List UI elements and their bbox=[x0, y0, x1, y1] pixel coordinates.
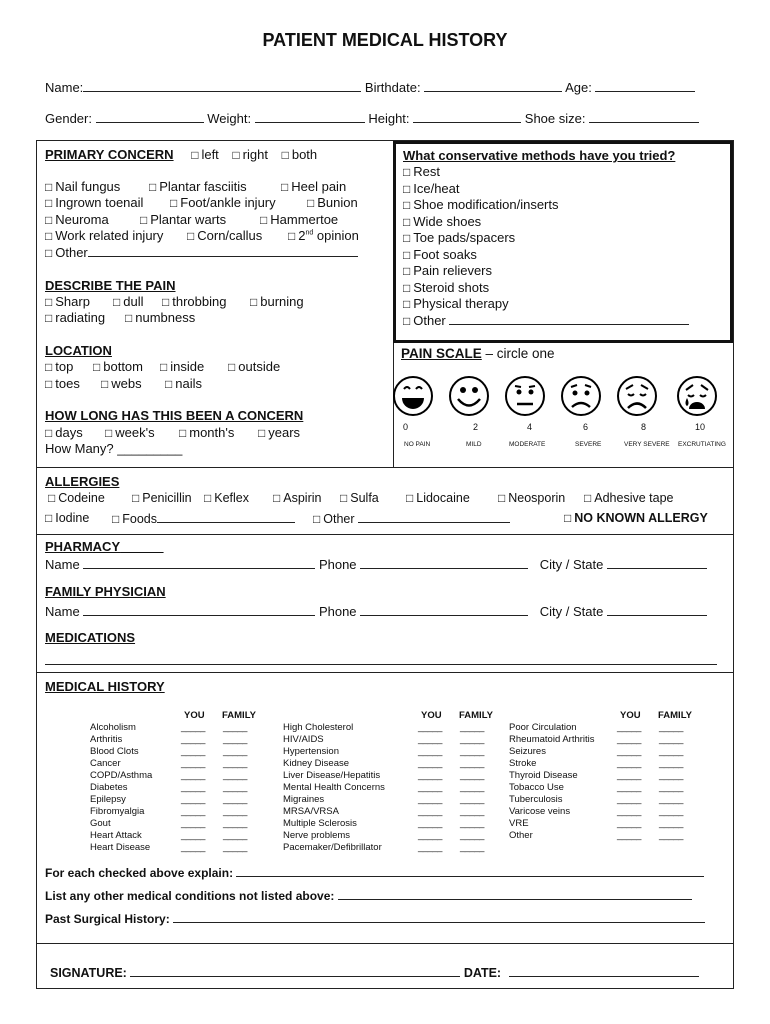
side-right[interactable]: □ right bbox=[232, 147, 268, 162]
physician-phone-label: Phone bbox=[318, 604, 357, 619]
conditions-col-1 bbox=[90, 722, 152, 854]
condition: Liver Disease/Hepatitis bbox=[283, 770, 381, 781]
cb-foot-soaks[interactable]: □ Foot soaks bbox=[403, 247, 689, 264]
weight-label: Weight: bbox=[207, 111, 252, 126]
condition: Heart Disease bbox=[90, 842, 151, 853]
name-label: Name: bbox=[45, 80, 84, 95]
how-long-heading: HOW LONG HAS THIS BEEN A CONCERN bbox=[45, 408, 304, 423]
condition: Gout bbox=[90, 818, 111, 829]
condition: Nerve problems bbox=[283, 830, 351, 841]
cb-throbbing[interactable]: □ throbbing bbox=[162, 294, 226, 309]
cb-penicillin[interactable]: □ Penicillin bbox=[132, 491, 192, 505]
physician-name-label: Name bbox=[45, 604, 80, 619]
cb-nails[interactable]: □ nails bbox=[165, 376, 202, 391]
concern-row-4 bbox=[45, 228, 359, 243]
pain-row-1 bbox=[45, 294, 304, 309]
scale-label-10: EXCRUTIATING bbox=[678, 441, 726, 448]
cb-codeine[interactable]: □ Codeine bbox=[48, 491, 105, 505]
cb-keflex[interactable]: □ Keflex bbox=[204, 491, 249, 505]
describe-pain-heading: DESCRIBE THE PAIN bbox=[45, 278, 176, 293]
scale-num-2: 2 bbox=[473, 422, 479, 432]
cb-iodine[interactable]: □ Iodine bbox=[45, 511, 89, 525]
conditions-col-2 bbox=[283, 722, 385, 854]
pain-scale-labels bbox=[393, 441, 733, 451]
face-severe-icon bbox=[562, 377, 600, 415]
cb-allergy-other[interactable]: □ Other bbox=[313, 511, 510, 526]
location-row-2 bbox=[45, 376, 202, 391]
col3-you-blanks[interactable]: _____ _____ _____ _____ _____ _____ _____ _____ _____ _____ bbox=[617, 722, 641, 841]
physician-heading: FAMILY PHYSICIAN bbox=[45, 584, 166, 599]
condition: Poor Circulation bbox=[509, 722, 577, 733]
methods-heading: What conservative methods have you tried? bbox=[403, 148, 676, 163]
cb-top[interactable]: □ top bbox=[45, 359, 73, 374]
scale-num-10: 10 bbox=[695, 422, 706, 432]
condition: Tobacco Use bbox=[509, 782, 564, 793]
conditions-col-3 bbox=[509, 722, 595, 842]
cb-wide-shoes[interactable]: □ Wide shoes bbox=[403, 214, 689, 231]
cb-foot-ankle-injury[interactable]: □ Foot/ankle injury bbox=[170, 195, 276, 210]
pain-faces[interactable] bbox=[393, 368, 733, 424]
cb-work-related-injury[interactable]: □ Work related injury bbox=[45, 228, 163, 243]
cb-dull[interactable]: □ dull bbox=[113, 294, 144, 309]
pain-scale-title bbox=[401, 346, 555, 361]
pharmacy-row[interactable] bbox=[45, 557, 707, 572]
condition: Mental Health Concerns bbox=[283, 782, 385, 793]
condition: Diabetes bbox=[90, 782, 128, 793]
height-label: Height: bbox=[368, 111, 410, 126]
cb-heel-pain[interactable]: □ Heel pain bbox=[281, 179, 346, 194]
cb-burning[interactable]: □ burning bbox=[250, 294, 304, 309]
surgical-history-field[interactable]: Past Surgical History: bbox=[45, 911, 705, 926]
scale-label-8: VERY SEVERE bbox=[624, 441, 670, 448]
how-long-row bbox=[45, 425, 301, 440]
cb-rest[interactable]: □ Rest bbox=[403, 164, 689, 181]
condition: COPD/Asthma bbox=[90, 770, 153, 781]
location-row-1 bbox=[45, 359, 281, 374]
cb-physical-therapy[interactable]: □ Physical therapy bbox=[403, 296, 689, 313]
signature-input[interactable] bbox=[130, 965, 460, 977]
col3-family-header: FAMILY bbox=[658, 710, 692, 721]
condition: Pacemaker/Defibrillator bbox=[283, 842, 382, 853]
cb-toe-pads[interactable]: □ Toe pads/spacers bbox=[403, 230, 689, 247]
cb-pain-relievers[interactable]: □ Pain relievers bbox=[403, 263, 689, 280]
medical-history-heading: MEDICAL HISTORY bbox=[45, 679, 165, 694]
cb-second-opinion[interactable]: □ 2nd opinion bbox=[288, 228, 359, 243]
condition: MRSA/VRSA bbox=[283, 806, 339, 817]
name-field[interactable] bbox=[45, 80, 695, 95]
scale-num-0: 0 bbox=[403, 422, 409, 432]
cb-bottom[interactable]: □ bottom bbox=[93, 359, 143, 374]
col1-you-header: YOU bbox=[184, 710, 205, 721]
condition: Fibromyalgia bbox=[90, 806, 145, 817]
col2-family-header: FAMILY bbox=[459, 710, 493, 721]
primary-concern-row bbox=[45, 147, 317, 162]
cb-aspirin[interactable]: □ Aspirin bbox=[273, 491, 321, 505]
scale-label-2: MILD bbox=[466, 441, 482, 448]
cb-steroid-shots[interactable]: □ Steroid shots bbox=[403, 280, 689, 297]
condition: Heart Attack bbox=[90, 830, 142, 841]
condition: Alcoholism bbox=[90, 722, 136, 733]
cb-months[interactable]: □ month's bbox=[179, 425, 234, 440]
gender-field[interactable] bbox=[45, 111, 699, 126]
date-input[interactable] bbox=[509, 965, 699, 977]
cb-nail-fungus[interactable]: □ Nail fungus bbox=[45, 179, 120, 194]
date-label: DATE: bbox=[463, 966, 502, 980]
pharmacy-phone-label: Phone bbox=[318, 557, 357, 572]
condition: Arthritis bbox=[90, 734, 123, 745]
other-conditions-field[interactable]: List any other medical conditions not listed above: bbox=[45, 888, 692, 903]
pain-scale-numbers bbox=[393, 422, 733, 434]
concern-row-1 bbox=[45, 179, 347, 194]
cb-ice-heat[interactable]: □ Ice/heat bbox=[403, 181, 689, 198]
cb-neuroma[interactable]: □ Neuroma bbox=[45, 212, 109, 227]
scale-num-4: 4 bbox=[527, 422, 533, 432]
condition: Tuberculosis bbox=[509, 794, 563, 805]
cb-weeks[interactable]: □ week's bbox=[105, 425, 155, 440]
birthdate-label: Birthdate: bbox=[364, 80, 421, 95]
cb-adhesive-tape[interactable]: □ Adhesive tape bbox=[584, 491, 673, 505]
signature-row bbox=[50, 965, 699, 980]
face-moderate-icon bbox=[506, 377, 544, 415]
condition: Other bbox=[509, 830, 533, 841]
explain-field[interactable]: For each checked above explain: bbox=[45, 865, 704, 880]
condition: Multiple Sclerosis bbox=[283, 818, 357, 829]
allergies-row-1 bbox=[48, 491, 728, 507]
signature-label: SIGNATURE: bbox=[50, 966, 127, 980]
page-title: PATIENT MEDICAL HISTORY bbox=[262, 30, 508, 50]
face-excruciating-icon bbox=[678, 377, 716, 415]
scale-label-4: MODERATE bbox=[509, 441, 546, 448]
condition: Varicose veins bbox=[509, 806, 571, 817]
pharmacy-city-label: City / State bbox=[539, 557, 604, 572]
concern-row-2 bbox=[45, 195, 358, 210]
col1-you-blanks[interactable]: _____ _____ _____ _____ _____ _____ _____ _____ _____ _____ _____ bbox=[181, 722, 205, 853]
location-heading: LOCATION bbox=[45, 343, 112, 358]
shoe-size-label: Shoe size: bbox=[524, 111, 586, 126]
cb-foods[interactable]: □ Foods bbox=[112, 511, 295, 526]
side-both[interactable]: □ both bbox=[282, 147, 318, 162]
cb-days[interactable]: □ days bbox=[45, 425, 83, 440]
col2-you-blanks[interactable]: _____ _____ _____ _____ _____ _____ _____ _____ _____ _____ _____ bbox=[418, 722, 442, 853]
condition: HIV/AIDS bbox=[283, 734, 324, 745]
col3-family-blanks[interactable]: _____ _____ _____ _____ _____ _____ _____ _____ _____ _____ bbox=[659, 722, 683, 841]
condition: Seizures bbox=[509, 746, 546, 757]
allergies-row-2 bbox=[45, 511, 725, 527]
cb-webs[interactable]: □ webs bbox=[101, 376, 142, 391]
side-left[interactable]: □ left bbox=[191, 147, 219, 162]
gender-label: Gender: bbox=[45, 111, 92, 126]
cb-sulfa[interactable]: □ Sulfa bbox=[340, 491, 379, 505]
face-very-severe-icon bbox=[618, 377, 656, 415]
medications-line[interactable] bbox=[45, 664, 717, 665]
cb-bunion[interactable]: □ Bunion bbox=[307, 195, 358, 210]
cb-toes[interactable]: □ toes bbox=[45, 376, 80, 391]
col1-family-header: FAMILY bbox=[222, 710, 256, 721]
cb-lidocaine[interactable]: □ Lidocaine bbox=[406, 491, 470, 505]
medications-heading: MEDICATIONS bbox=[45, 630, 136, 645]
condition: Epilepsy bbox=[90, 794, 126, 805]
cb-hammertoe[interactable]: □ Hammertoe bbox=[260, 212, 338, 227]
pain-scale-heading: PAIN SCALE bbox=[401, 346, 482, 361]
cb-plantar-fasciitis[interactable]: □ Plantar fasciitis bbox=[149, 179, 247, 194]
col3-you-header: YOU bbox=[620, 710, 641, 721]
condition: Hypertension bbox=[283, 746, 339, 757]
pain-row-2 bbox=[45, 310, 196, 325]
cb-plantar-warts[interactable]: □ Plantar warts bbox=[140, 212, 226, 227]
condition: VRE bbox=[509, 818, 529, 829]
physician-city-label: City / State bbox=[539, 604, 604, 619]
condition: Kidney Disease bbox=[283, 758, 350, 769]
scale-num-8: 8 bbox=[641, 422, 647, 432]
col2-family-blanks[interactable]: _____ _____ _____ _____ _____ _____ _____ _____ _____ _____ _____ bbox=[460, 722, 484, 853]
cb-outside[interactable]: □ outside bbox=[228, 359, 280, 374]
col1-family-blanks[interactable]: _____ _____ _____ _____ _____ _____ _____ _____ _____ _____ _____ bbox=[223, 722, 247, 853]
cb-radiating[interactable]: □ radiating bbox=[45, 310, 105, 325]
scale-label-0: NO PAIN bbox=[404, 441, 431, 448]
cb-neosporin[interactable]: □ Neosporin bbox=[498, 491, 565, 505]
cb-no-known-allergy[interactable]: □ NO KNOWN ALLERGY bbox=[564, 511, 708, 525]
primary-concern-heading: PRIMARY CONCERN bbox=[45, 147, 174, 162]
cb-shoe-modification[interactable]: □ Shoe modification/inserts bbox=[403, 197, 689, 214]
condition: High Cholesterol bbox=[283, 722, 354, 733]
physician-row[interactable] bbox=[45, 604, 707, 619]
condition: Migraines bbox=[283, 794, 325, 805]
allergies-heading: ALLERGIES bbox=[45, 474, 120, 489]
pharmacy-heading: PHARMACY______ bbox=[45, 539, 164, 554]
col2-you-header: YOU bbox=[421, 710, 442, 721]
cb-numbness[interactable]: □ numbness bbox=[125, 310, 195, 325]
methods-list bbox=[403, 164, 689, 329]
cb-methods-other[interactable]: □ Other bbox=[403, 313, 689, 330]
condition: Cancer bbox=[90, 758, 121, 769]
condition: Thyroid Disease bbox=[509, 770, 578, 781]
condition: Blood Clots bbox=[90, 746, 139, 757]
face-mild-icon bbox=[450, 377, 488, 415]
how-many-field[interactable]: How Many? _________ bbox=[45, 441, 183, 456]
cb-sharp[interactable]: □ Sharp bbox=[45, 294, 90, 309]
concern-row-3 bbox=[45, 212, 339, 227]
cb-years[interactable]: □ years bbox=[258, 425, 300, 440]
pharmacy-name-label: Name bbox=[45, 557, 80, 572]
pain-scale-sub: – circle one bbox=[481, 346, 555, 361]
cb-ingrown-toenail[interactable]: □ Ingrown toenail bbox=[45, 195, 143, 210]
face-no-pain-icon bbox=[394, 377, 432, 415]
scale-label-6: SEVERE bbox=[575, 441, 602, 448]
concern-other[interactable]: □ Other bbox=[45, 245, 358, 260]
age-label: Age: bbox=[565, 80, 592, 95]
condition: Stroke bbox=[509, 758, 537, 769]
scale-num-6: 6 bbox=[583, 422, 589, 432]
cb-inside[interactable]: □ inside bbox=[160, 359, 204, 374]
cb-corn-callus[interactable]: □ Corn/callus bbox=[187, 228, 262, 243]
condition: Rheumatoid Arthritis bbox=[509, 734, 595, 745]
